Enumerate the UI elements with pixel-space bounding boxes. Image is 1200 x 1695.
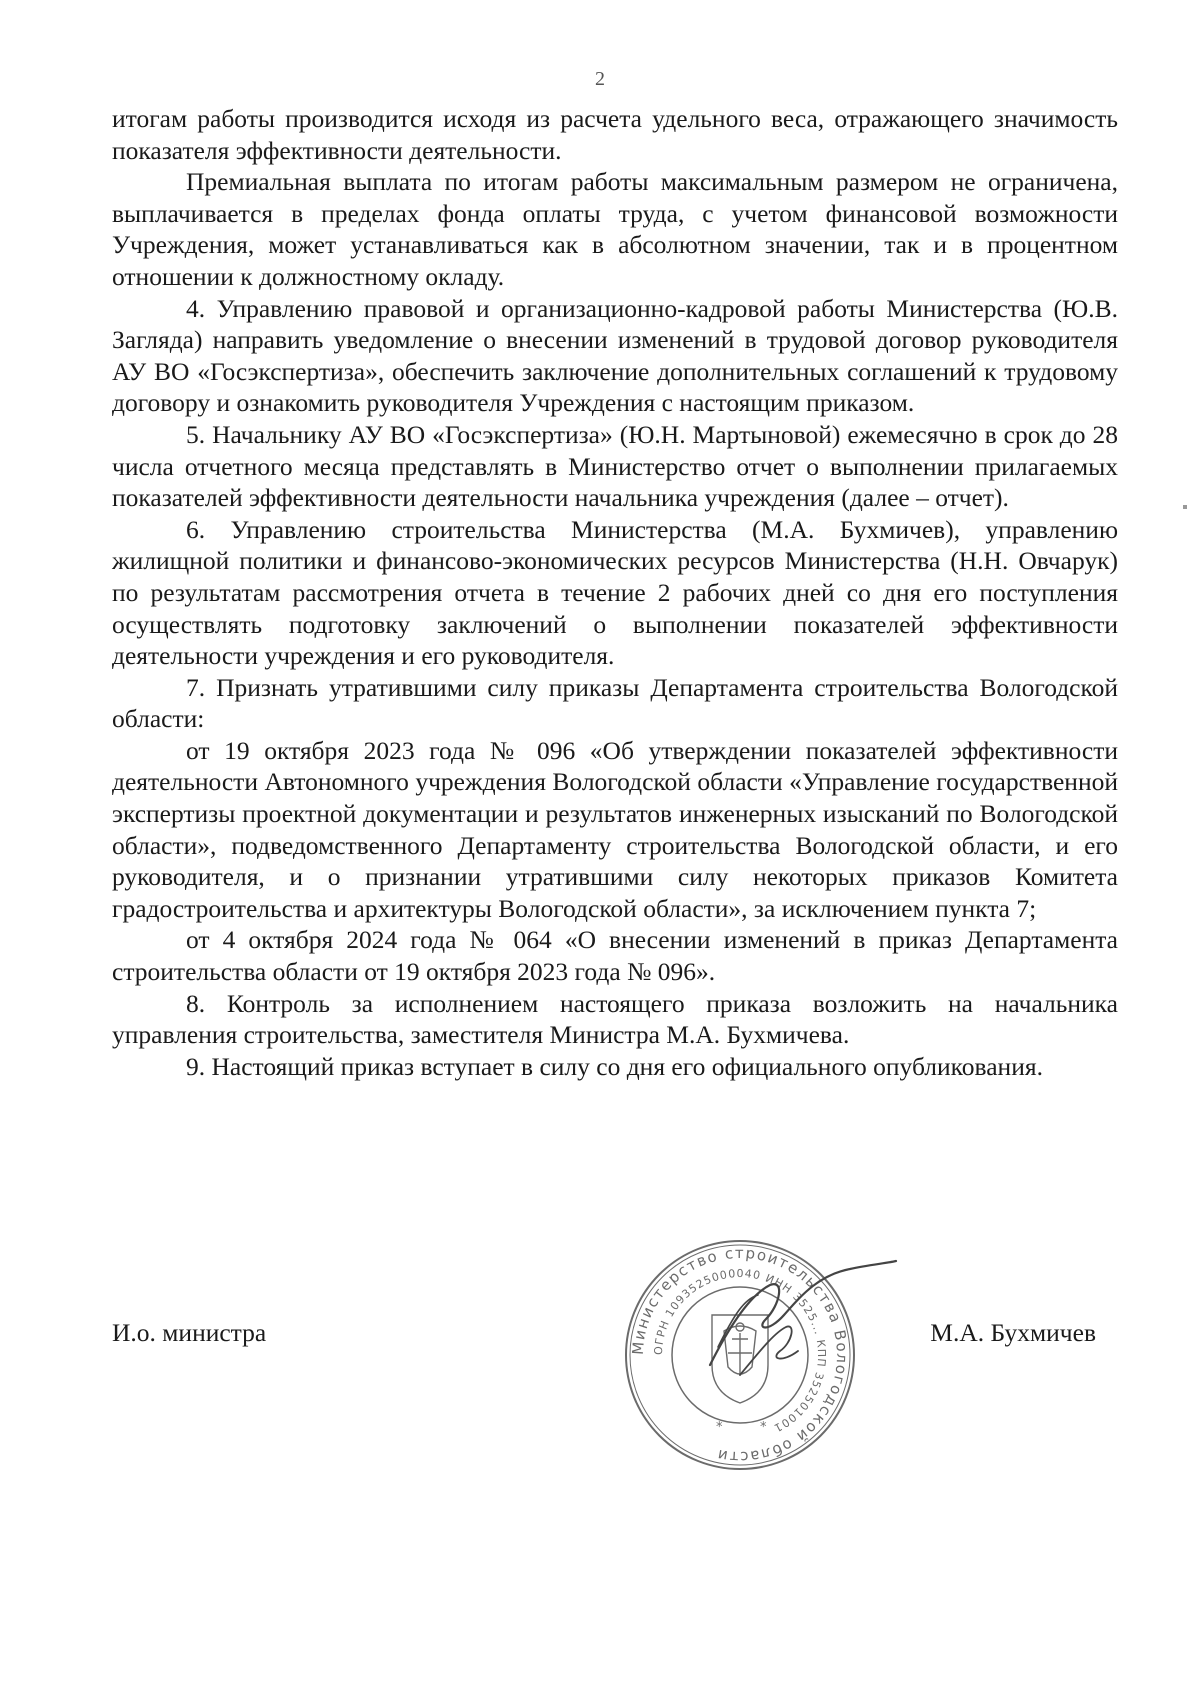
signatory-position: И.о. министра	[112, 1318, 267, 1347]
paragraph-bonus-payment: Премиальная выплата по итогам работы максимальным размером не ограничена, выплачивается в пределах фонда оплаты труда, с учетом финансовой возможности Учреждения, может устанавливаться как в абсолютном значении, так и в процентном отношении к должностному окладу.	[112, 167, 1118, 291]
signature-block	[112, 1318, 1118, 1358]
signatory-name: М.А. Бухмичев	[930, 1318, 1096, 1347]
svg-text:*: *	[760, 1420, 767, 1435]
paragraph-item-9: 9. Настоящий приказ вступает в силу со дня его официального опубликования.	[186, 1051, 1043, 1081]
paragraph-repealed-order-2023: от 19 октября 2023 года № 096 «Об утверждении показателей эффективности деятельности Автономного учреждения Вологодской области «Управление государственной экспертизы проектной документации и результатов инженерных изысканий по Вологодской области», подведомственного Департаменту строительства Вологодской области, и его руководителя, и о признании утратившими силу некоторых приказов Комитета градостроительства и архитектуры Вологодской области», за исключением пункта 7;	[112, 735, 1118, 923]
page-number: 2	[595, 68, 605, 90]
paragraph-item-7: 7. Признать утратившими силу приказы Департамента строительства Вологодской области:	[112, 672, 1118, 734]
handwritten-signature	[700, 1255, 900, 1415]
paragraph-item-4: 4. Управлению правовой и организационно-кадровой работы Министерства (Ю.В. Загляда) направить уведомление о внесении изменений в трудовой договор руководителя АУ ВО «Госэкспертиза», обеспечить заключение дополнительных соглашений к трудовому договору и ознакомить руководителя Учреждения с настоящим приказом.	[112, 293, 1118, 418]
paragraph-item-8: 8. Контроль за исполнением настоящего приказа возложить на начальника управления строительства, заместителя Министра М.А. Бухмичева.	[112, 988, 1118, 1050]
scan-dot	[1183, 505, 1187, 509]
document-body	[112, 103, 1118, 1082]
svg-text:*: *	[716, 1420, 723, 1435]
paragraph-repealed-order-2024: от 4 октября 2024 года № 064 «О внесении изменений в приказ Департамента строительства области от 19 октября 2023 года № 096».	[112, 925, 1118, 987]
paragraph-item-6: 6. Управлению строительства Министерства (М.А. Бухмичев), управлению жилищной политики и финансово-экономических ресурсов Министерства (Н.Н. Овчарук) по результатам рассмотрения отчета в течение 2 рабочих дней со дня его поступления осуществлять подготовку заключений о выполнении показателей эффективности деятельности учреждения и его руководителя.	[112, 514, 1118, 671]
paragraph-continuation: итогам работы производится исходя из расчета удельного веса, отражающего значимость показателя эффективности деятельности.	[112, 104, 1118, 165]
paragraph-item-5: 5. Начальнику АУ ВО «Госэкспертиза» (Ю.Н. Мартыновой) ежемесячно в срок до 28 числа отчетного месяца представлять в Министерство отчет о выполнении прилагаемых показателей эффективности деятельности начальника учреждения (далее – отчет).	[112, 419, 1118, 513]
stamp-outer-text: Министерство строительства Вологодской области	[628, 1243, 852, 1467]
stamp-inner-text: ОГРН 1093525000040 ИНН 3525... КПП 352501001	[651, 1266, 829, 1435]
